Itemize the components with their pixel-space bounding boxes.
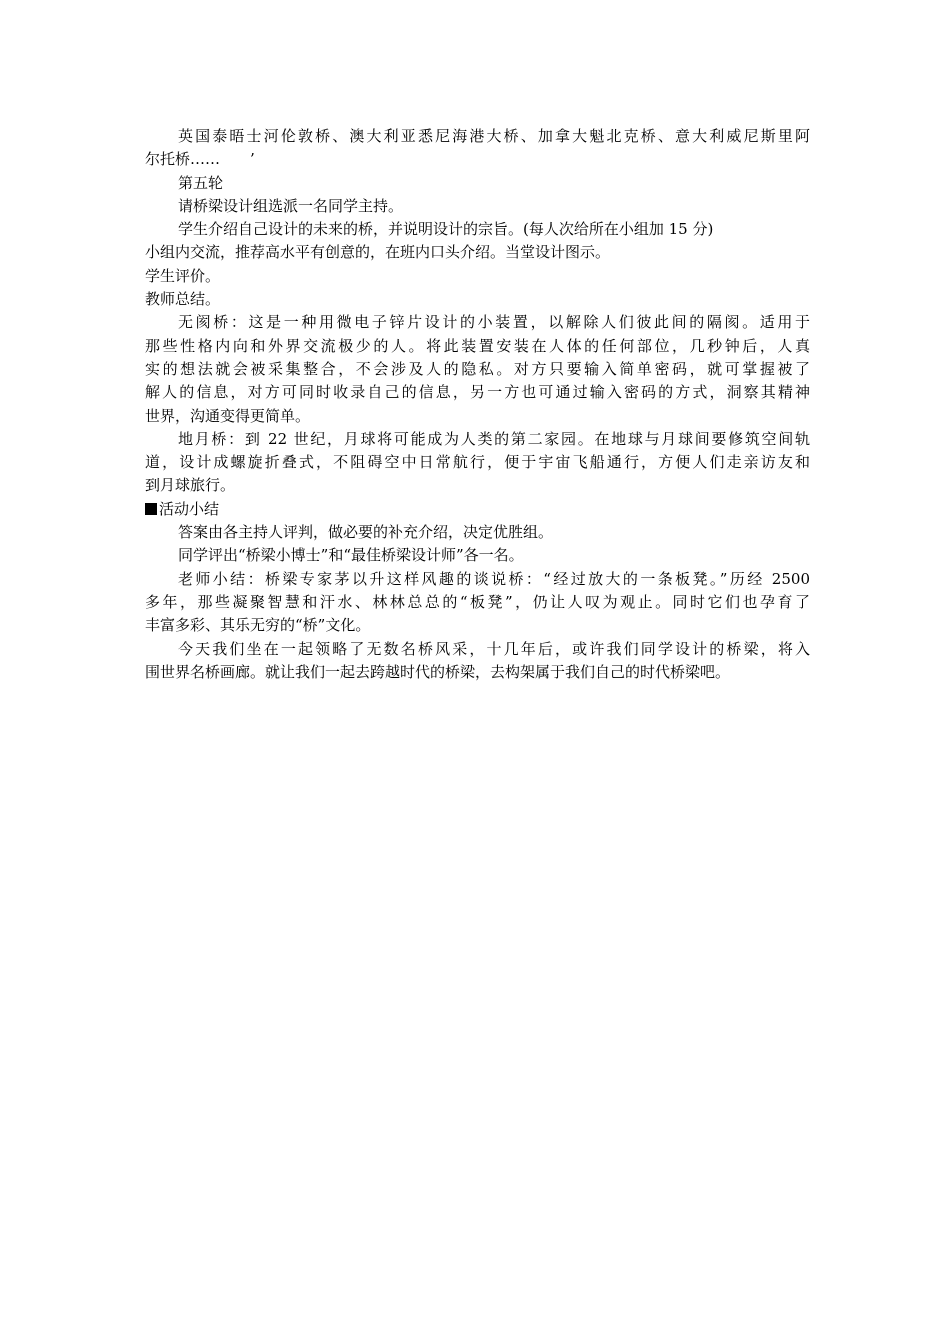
wuge-bridge-line-2: 那些性格内向和外界交流极少的人。将此装置安装在人体的任何部位，几秒钟后，人真 [145, 336, 810, 355]
diyue-bridge-line-2: 道，设计成螺旋折叠式，不阻碍空中日常航行，便于宇宙飞船通行，方便人们走亲访友和 [145, 453, 810, 472]
wuge-bridge-line-3: 实的想法就会被采集整合，不会涉及人的隐私。对方只要输入简单密码，就可掌握被了 [145, 359, 810, 378]
teacher-conclusion-line-3: 丰富多彩、其乐无穷的“桥”文化。 [145, 616, 371, 635]
student-intro-instruction: 学生介绍自己设计的未来的桥，并说明设计的宗旨。(每人次给所在小组加 15 分) [178, 220, 714, 239]
document-body [145, 125, 810, 684]
paragraph-bridges-line-2: 尔托桥…… ’ [145, 150, 255, 169]
teacher-summary-label: 教师总结。 [145, 290, 221, 309]
award-selection: 同学评出“桥梁小博士”和“最佳桥梁设计师”各一名。 [178, 546, 524, 565]
round-five-heading: 第五轮 [178, 173, 224, 192]
teacher-conclusion-line-1: 老师小结：桥梁专家茅以升这样风趣的谈说桥：“经过放大的一条板凳。”历经 2500 [178, 569, 810, 588]
group-exchange-instruction: 小组内交流，推荐高水平有创意的，在班内口头介绍。当堂设计图示。 [145, 243, 611, 262]
activity-summary-heading [145, 498, 810, 521]
diyue-bridge-line-1: 地月桥：到 22 世纪，月球将可能成为人类的第二家园。在地球与月球间要修筑空间轨 [178, 429, 810, 448]
host-instruction: 请桥梁设计组选派一名同学主持。 [178, 196, 404, 215]
wuge-bridge-line-5: 世界，沟通变得更简单。 [145, 406, 311, 425]
answer-judgement: 答案由各主持人评判，做必要的补充介绍，决定优胜组。 [178, 523, 554, 542]
closing-line-1: 今天我们坐在一起领略了无数名桥风采，十几年后，或许我们同学设计的桥梁，将入 [178, 639, 810, 658]
closing-line-2: 围世界名桥画廊。就让我们一起去跨越时代的桥梁，去构架属于我们自己的时代桥梁吧。 [145, 662, 731, 681]
teacher-conclusion-line-2: 多年，那些凝聚智慧和汗水、林林总总的“板凳”，仍让人叹为观止。同时它们也孕育了 [145, 592, 810, 611]
wuge-bridge-line-4: 解人的信息，对方可同时收录自己的信息，另一方也可通过输入密码的方式，洞察其精神 [145, 383, 810, 402]
student-evaluation: 学生评价。 [145, 266, 221, 285]
black-square-icon [145, 503, 157, 515]
paragraph-bridges-line-1: 英国泰晤士河伦敦桥、澳大利亚悉尼海港大桥、加拿大魁北克桥、意大利威尼斯里阿 [178, 127, 810, 145]
diyue-bridge-line-3: 到月球旅行。 [145, 476, 236, 495]
activity-summary-heading-text: 活动小结 [159, 499, 220, 518]
wuge-bridge-line-1: 无阂桥：这是一种用微电子锌片设计的小装置，以解除人们彼此间的隔阂。适用于 [178, 313, 810, 332]
